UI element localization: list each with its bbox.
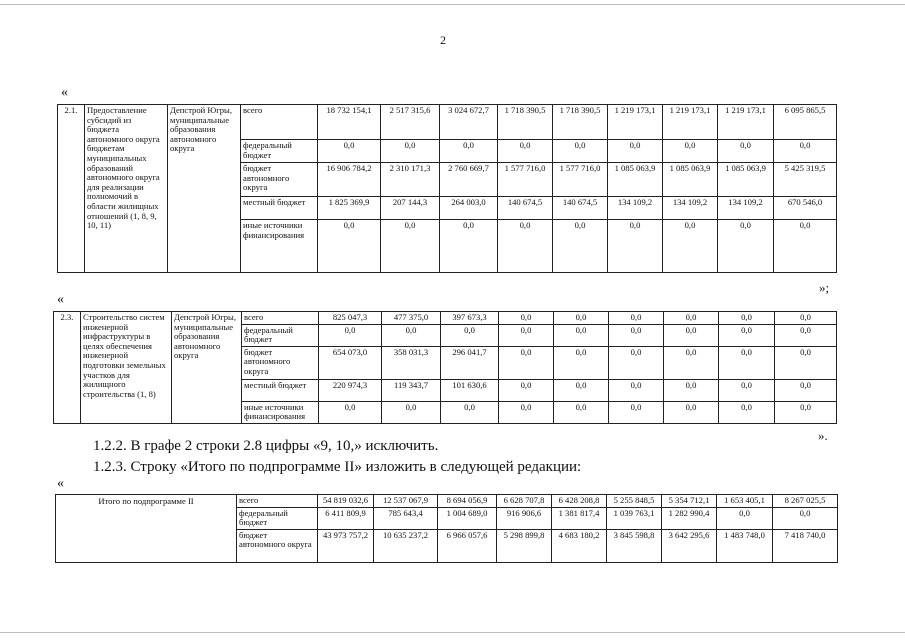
paragraph-1-2-2: 1.2.2. В графе 2 строки 2.8 цифры «9, 10,» исключить. <box>93 438 439 454</box>
value-cell: 4 683 180,2 <box>552 529 607 562</box>
value-cell: 1 825 369,9 <box>318 197 381 220</box>
value-cell: 5 354 712,1 <box>662 495 717 508</box>
value-cell: 397 673,3 <box>441 312 499 325</box>
value-cell: 1 718 390,5 <box>498 105 553 140</box>
source-label: местный бюджет <box>241 197 318 220</box>
value-cell: 10 635 237,2 <box>374 529 438 562</box>
value-cell: 0,0 <box>441 401 499 423</box>
close-quote: ». <box>818 428 828 443</box>
value-cell: 12 537 067,9 <box>374 495 438 508</box>
value-cell: 1 085 063,9 <box>718 163 774 197</box>
open-quote: « <box>61 85 68 100</box>
value-cell: 119 343,7 <box>382 379 441 401</box>
open-quote: « <box>57 292 64 307</box>
value-cell: 670 546,0 <box>774 197 837 220</box>
value-cell: 1 483 748,0 <box>717 529 773 562</box>
value-cell: 220 974,3 <box>319 379 382 401</box>
value-cell: 825 047,3 <box>319 312 382 325</box>
value-cell: 0,0 <box>319 324 382 346</box>
total-title: Итого по подпрограмме II <box>56 495 237 563</box>
value-cell: 140 674,5 <box>498 197 553 220</box>
table-row-2-3 <box>53 311 837 424</box>
value-cell: 0,0 <box>664 401 719 423</box>
value-cell: 6 411 809,9 <box>318 507 374 529</box>
value-cell: 1 718 390,5 <box>553 105 608 140</box>
source-label: бюджет автономного округа <box>242 346 319 379</box>
value-cell: 296 041,7 <box>441 346 499 379</box>
source-label: местный бюджет <box>242 379 319 401</box>
value-cell: 0,0 <box>774 140 837 163</box>
value-cell: 16 906 784,2 <box>318 163 381 197</box>
value-cell: 140 674,5 <box>553 197 608 220</box>
value-cell: 0,0 <box>719 324 775 346</box>
value-cell: 0,0 <box>775 346 837 379</box>
open-quote: « <box>57 476 64 491</box>
value-cell: 0,0 <box>499 379 554 401</box>
value-cell: 0,0 <box>554 401 609 423</box>
value-cell: 0,0 <box>499 401 554 423</box>
source-label: бюджет автономного округа <box>237 529 318 562</box>
value-cell: 5 255 848,5 <box>607 495 662 508</box>
executor: Депстрой Югры, муниципальные образования автономного округа <box>168 105 241 273</box>
row-number: 2.3. <box>54 312 81 424</box>
value-cell: 1 085 063,9 <box>663 163 718 197</box>
value-cell: 0,0 <box>609 312 664 325</box>
value-cell: 134 109,2 <box>718 197 774 220</box>
value-cell: 3 845 598,8 <box>607 529 662 562</box>
value-cell: 1 381 817,4 <box>552 507 607 529</box>
value-cell: 0,0 <box>440 220 498 273</box>
value-cell: 0,0 <box>318 220 381 273</box>
value-cell: 1 219 173,1 <box>663 105 718 140</box>
value-cell: 0,0 <box>664 312 719 325</box>
value-cell: 0,0 <box>381 220 440 273</box>
value-cell: 0,0 <box>663 140 718 163</box>
value-cell: 264 003,0 <box>440 197 498 220</box>
value-cell: 0,0 <box>381 140 440 163</box>
value-cell: 5 425 319,5 <box>774 163 837 197</box>
value-cell: 0,0 <box>664 346 719 379</box>
source-label: федеральный бюджет <box>237 507 318 529</box>
value-cell: 1 577 716,0 <box>498 163 553 197</box>
value-cell: 0,0 <box>717 507 773 529</box>
value-cell: 916 906,6 <box>497 507 552 529</box>
value-cell: 1 219 173,1 <box>608 105 663 140</box>
value-cell: 0,0 <box>441 324 499 346</box>
value-cell: 8 694 056,9 <box>438 495 497 508</box>
value-cell: 0,0 <box>775 379 837 401</box>
value-cell: 0,0 <box>609 379 664 401</box>
value-cell: 6 095 865,5 <box>774 105 837 140</box>
event-name: Строительство систем инженерной инфраструктуры в целях обеспечения инженерной подготовки земельных участков для жилищного строительства (1, 8) <box>81 312 172 424</box>
value-cell: 134 109,2 <box>608 197 663 220</box>
value-cell: 207 144,3 <box>381 197 440 220</box>
value-cell: 0,0 <box>609 401 664 423</box>
value-cell: 43 973 757,2 <box>318 529 374 562</box>
value-cell: 1 004 689,0 <box>438 507 497 529</box>
value-cell: 1 085 063,9 <box>608 163 663 197</box>
value-cell: 0,0 <box>553 140 608 163</box>
value-cell: 0,0 <box>719 346 775 379</box>
value-cell: 0,0 <box>553 220 608 273</box>
value-cell: 1 039 763,1 <box>607 507 662 529</box>
value-cell: 18 732 154,1 <box>318 105 381 140</box>
value-cell: 0,0 <box>775 324 837 346</box>
value-cell: 0,0 <box>554 312 609 325</box>
value-cell: 0,0 <box>554 346 609 379</box>
value-cell: 0,0 <box>773 507 838 529</box>
source-label: федеральный бюджет <box>242 324 319 346</box>
value-cell: 0,0 <box>498 220 553 273</box>
value-cell: 0,0 <box>718 220 774 273</box>
value-cell: 654 073,0 <box>319 346 382 379</box>
value-cell: 0,0 <box>663 220 718 273</box>
scan-edge-bottom <box>0 632 905 633</box>
value-cell: 358 031,3 <box>382 346 441 379</box>
source-label: иные источники финансирования <box>241 220 318 273</box>
value-cell: 134 109,2 <box>663 197 718 220</box>
value-cell: 0,0 <box>719 401 775 423</box>
value-cell: 785 643,4 <box>374 507 438 529</box>
source-label: всего <box>242 312 319 325</box>
value-cell: 1 653 405,1 <box>717 495 773 508</box>
table-row-2-1 <box>57 104 837 273</box>
table-total-subprogram-2 <box>55 494 838 563</box>
value-cell: 0,0 <box>440 140 498 163</box>
value-cell: 0,0 <box>608 140 663 163</box>
value-cell: 0,0 <box>499 312 554 325</box>
value-cell: 2 310 171,3 <box>381 163 440 197</box>
paragraph-1-2-3: 1.2.3. Строку «Итого по подпрограмме II» изложить в следующей редакции: <box>93 459 582 475</box>
value-cell: 0,0 <box>775 312 837 325</box>
value-cell: 0,0 <box>664 324 719 346</box>
value-cell: 6 628 707,8 <box>497 495 552 508</box>
value-cell: 6 428 208,8 <box>552 495 607 508</box>
value-cell: 0,0 <box>719 379 775 401</box>
value-cell: 0,0 <box>774 220 837 273</box>
value-cell: 0,0 <box>609 324 664 346</box>
value-cell: 3 024 672,7 <box>440 105 498 140</box>
value-cell: 3 642 295,6 <box>662 529 717 562</box>
value-cell: 0,0 <box>499 324 554 346</box>
value-cell: 477 375,0 <box>382 312 441 325</box>
value-cell: 0,0 <box>319 401 382 423</box>
value-cell: 2 517 315,6 <box>381 105 440 140</box>
value-cell: 0,0 <box>775 401 837 423</box>
value-cell: 0,0 <box>719 312 775 325</box>
value-cell: 0,0 <box>664 379 719 401</box>
row-number: 2.1. <box>58 105 85 273</box>
value-cell: 1 219 173,1 <box>718 105 774 140</box>
value-cell: 7 418 740,0 <box>773 529 838 562</box>
value-cell: 8 267 025,5 <box>773 495 838 508</box>
source-label: федеральный бюджет <box>241 140 318 163</box>
value-cell: 0,0 <box>554 324 609 346</box>
value-cell: 101 630,6 <box>441 379 499 401</box>
value-cell: 0,0 <box>382 324 441 346</box>
value-cell: 0,0 <box>554 379 609 401</box>
value-cell: 1 282 990,4 <box>662 507 717 529</box>
source-label: бюджет автономного округа <box>241 163 318 197</box>
scan-edge-top <box>0 4 905 5</box>
source-label: всего <box>237 495 318 508</box>
value-cell: 5 298 899,8 <box>497 529 552 562</box>
executor: Депстрой Югры, муниципальные образования автономного округа <box>172 312 242 424</box>
value-cell: 0,0 <box>499 346 554 379</box>
source-label: иные источники финансирования <box>242 401 319 423</box>
value-cell: 0,0 <box>498 140 553 163</box>
value-cell: 1 577 716,0 <box>553 163 608 197</box>
value-cell: 0,0 <box>609 346 664 379</box>
value-cell: 2 760 669,7 <box>440 163 498 197</box>
event-name: Предоставление субсидий из бюджета автономного округа бюджетам муниципальных образований автономного округа для реализации полномочий в области жилищных отношений (1, 8, 9, 10, 11) <box>85 105 168 273</box>
source-label: всего <box>241 105 318 140</box>
value-cell: 0,0 <box>718 140 774 163</box>
page-number: 2 <box>440 33 446 47</box>
value-cell: 0,0 <box>318 140 381 163</box>
close-quote: »; <box>819 280 830 295</box>
value-cell: 0,0 <box>608 220 663 273</box>
value-cell: 0,0 <box>382 401 441 423</box>
value-cell: 6 966 057,6 <box>438 529 497 562</box>
value-cell: 54 819 032,6 <box>318 495 374 508</box>
